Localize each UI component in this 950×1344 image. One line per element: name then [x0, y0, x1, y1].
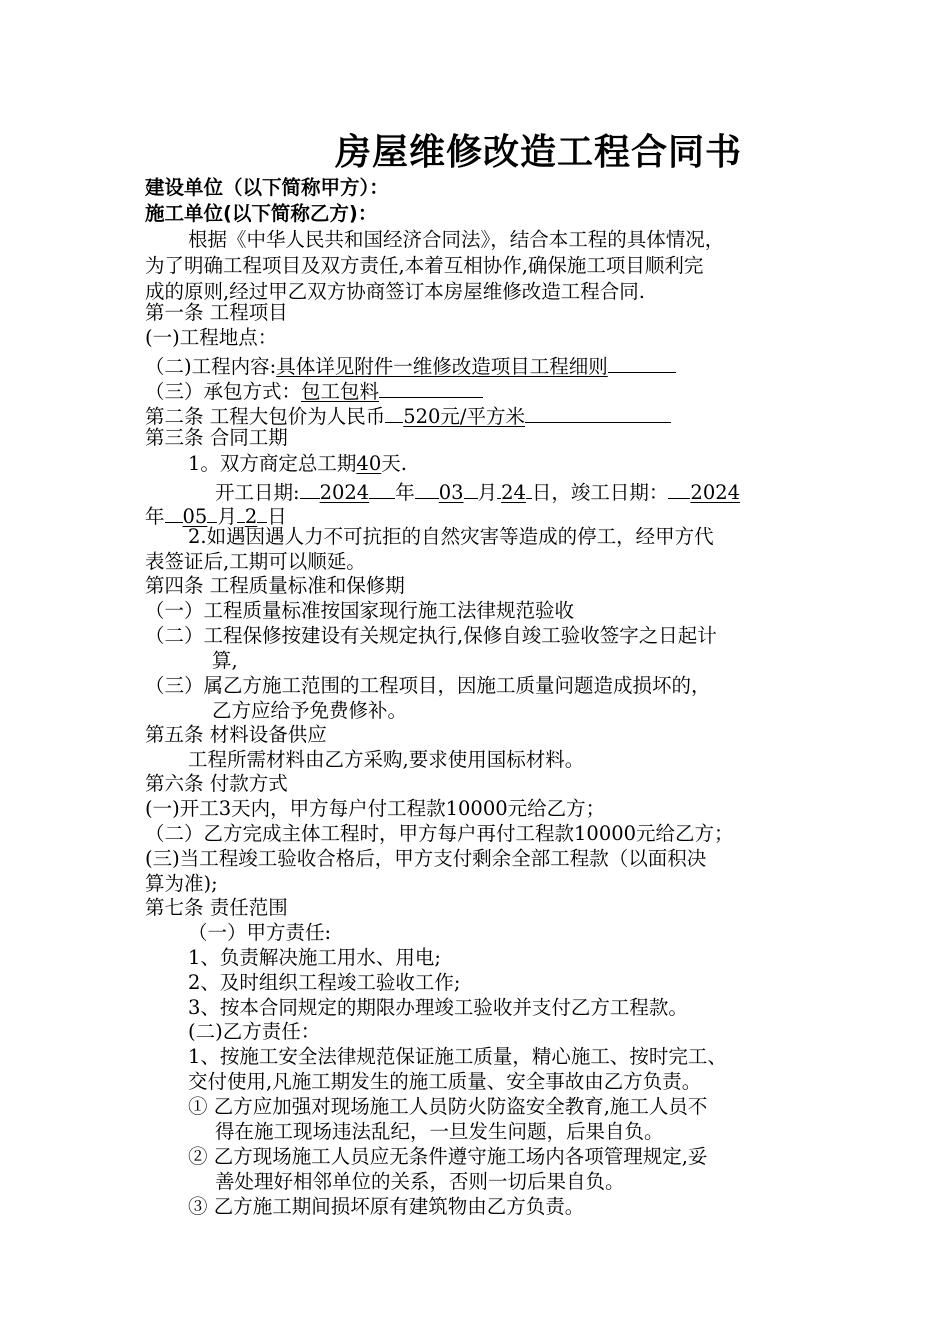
total-duration-suffix: 天. — [381, 452, 407, 475]
work-content-value: 具体详见附件一维修改造项目工程细则 — [276, 355, 608, 378]
article-2-price: 520元/平方米 — [403, 405, 525, 428]
article-3-heading: 第三条 合同工期 — [145, 426, 288, 449]
quality-item-3: （三）属乙方施工范围的工程项目，因施工质量问题造成损坏的， — [145, 674, 711, 697]
end-year: 2024 — [690, 481, 741, 504]
force-majeure-line-1: 2.如遇因遇人力不可抗拒的自然灾害等造成的停工，经甲方代 — [188, 525, 714, 548]
start-year: 2024 — [319, 481, 370, 504]
blank-line — [237, 500, 245, 523]
blank-line — [207, 500, 217, 523]
total-duration-prefix: 1。双方商定总工期 — [188, 452, 357, 475]
start-end-dates — [215, 476, 740, 506]
party-b-duty-line-3: ① 乙方应加强对现场施工人员防火防盗安全教育,施工人员不 — [188, 1095, 708, 1118]
blank-line — [369, 476, 395, 499]
intro-line-2: 为了明确工程项目及双方责任,本着互相协作,确保施工项目顺利完 — [145, 254, 704, 277]
party-a-duties-heading: （一）甲方责任: — [188, 921, 332, 944]
contract-method-label: （三）承包方式： — [145, 380, 302, 403]
end-month: 05 — [182, 505, 208, 528]
blank-line — [525, 400, 671, 423]
article-5-heading: 第五条 材料设备供应 — [145, 723, 327, 746]
party-b-label: 施工单位(以下简称乙方)： — [145, 202, 378, 225]
party-b-duty-line-4: 得在施工现场违法乱纪，一旦发生问题，后果自负。 — [215, 1120, 664, 1143]
month-char: 月 — [477, 481, 498, 504]
blank-line — [385, 400, 403, 423]
party-a-duty-2: 2、及时组织工程竣工验收工作; — [188, 971, 461, 994]
blank-line — [464, 476, 478, 499]
start-date-label: 开工日期: — [215, 481, 300, 504]
payment-item-3: (三)当工程竣工验收合格后，甲方支付剩余全部工程款（以面积决 — [145, 847, 707, 870]
blank-line — [257, 500, 267, 523]
document-title: 房屋维修改造工程合同书 — [335, 132, 743, 173]
force-majeure-line-2: 表签证后,工期可以顺延。 — [145, 550, 366, 573]
total-duration — [188, 451, 407, 477]
article-7-heading: 第七条 责任范围 — [145, 896, 288, 919]
start-day: 24 — [501, 481, 526, 504]
quality-item-1: （一）工程质量标准按国家现行施工法律规范验收 — [145, 599, 575, 622]
party-b-duty-line-7: ③ 乙方施工期间损坏原有建筑物由乙方负责。 — [188, 1195, 585, 1218]
blank-line — [300, 476, 320, 499]
end-day-char: 日 — [267, 505, 287, 528]
quality-item-3-cont: 乙方应给予免费修补。 — [212, 699, 408, 722]
party-b-duties-heading: (二)乙方责任： — [188, 1020, 321, 1043]
blank-line — [668, 476, 690, 499]
work-location: (一)工程地点： — [145, 326, 278, 349]
party-b-duty-line-6: 善处理好相邻单位的关系，否则一切后果自负。 — [215, 1170, 625, 1193]
year-char: 年 — [395, 481, 415, 504]
party-b-duty-line-1: 1、按施工安全法律规范保证施工质量，精心施工、按时完工、 — [188, 1045, 727, 1068]
payment-item-3-cont: 算为准); — [145, 872, 218, 895]
article-4-heading: 第四条 工程质量标准和保修期 — [145, 574, 405, 597]
blank-line — [415, 476, 439, 499]
party-a-duty-1: 1、负责解决施工用水、用电; — [188, 946, 441, 969]
work-content-label: （二)工程内容: — [145, 355, 277, 378]
blank-line — [608, 350, 676, 373]
start-month: 03 — [438, 481, 464, 504]
article-6-heading: 第六条 付款方式 — [145, 772, 288, 795]
end-date-label: 日，竣工日期： — [531, 481, 669, 504]
party-b-duty-line-5: ② 乙方现场施工人员应无条件遵守施工场内各项管理规定,妥 — [188, 1145, 708, 1168]
party-b-duty-line-2: 交付使用,凡施工期发生的施工质量、安全事故由乙方负责。 — [188, 1070, 702, 1093]
materials-body: 工程所需材料由乙方采购,要求使用国标材料。 — [188, 748, 585, 771]
party-a-duty-3: 3、按本合同规定的期限办理竣工验收并支付乙方工程款。 — [188, 996, 688, 1019]
end-year-char: 年 — [145, 505, 165, 528]
intro-line-3: 成的原则,经过甲乙双方协商签订本房屋维修改造工程合同. — [145, 280, 645, 303]
end-month-char: 月 — [217, 505, 237, 528]
contract-method-value: 包工包料 — [301, 380, 380, 403]
end-day: 2 — [244, 505, 258, 528]
article-2-label: 第二条 工程大包价为人民币 — [145, 405, 386, 428]
quality-item-2-cont: 算, — [212, 649, 238, 672]
payment-item-2: （二）乙方完成主体工程时，甲方每户再付工程款10000元给乙方； — [145, 822, 734, 845]
blank-line — [379, 375, 483, 398]
intro-line-1: 根据《中华人民共和国经济合同法》，结合本工程的具体情况， — [188, 228, 725, 251]
total-duration-days: 40 — [356, 452, 382, 475]
blank-line — [165, 500, 183, 523]
article-1-heading: 第一条 工程项目 — [145, 301, 288, 324]
payment-item-1: (一)开工3天内，甲方每户付工程款10000元给乙方； — [145, 797, 606, 820]
quality-item-2: （二）工程保修按建设有关规定执行,保修自竣工验收签字之日起计 — [145, 624, 717, 647]
party-a-label: 建设单位（以下简称甲方）： — [145, 176, 389, 199]
